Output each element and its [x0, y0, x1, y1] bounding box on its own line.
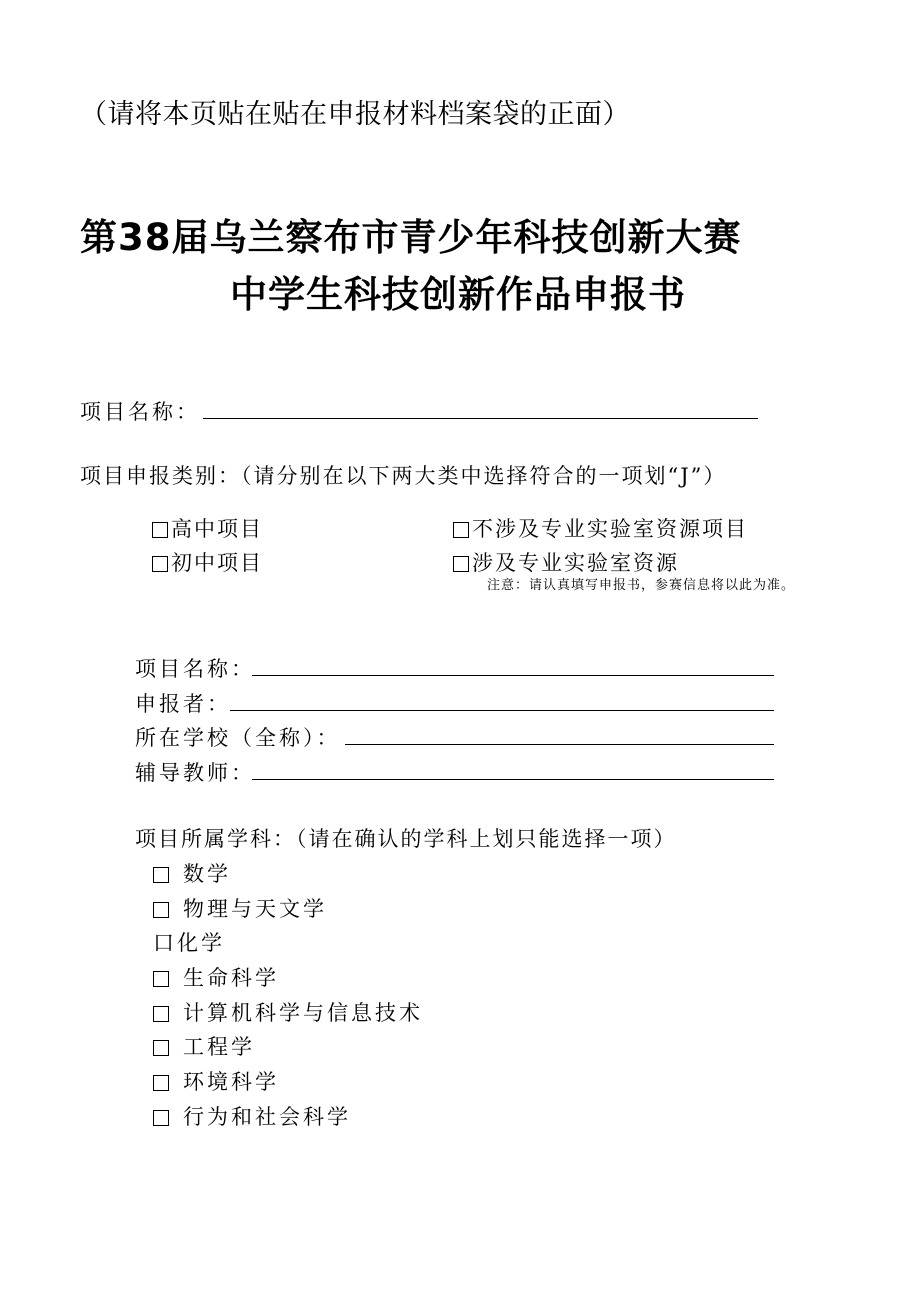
notice-text: 注意：请认真填写申报书，参赛信息将以此为准。 [487, 578, 796, 593]
subject-label: 项目所属学科：（请在确认的学科上划只能选择一项） [135, 827, 677, 851]
option-no-lab-label: 不涉及专业实验室资源项目 [472, 517, 748, 541]
page-title-line2: 中学生科技创新作品申报书 [230, 273, 686, 316]
subject-environment-label: 环境科学 [183, 1070, 279, 1094]
subject-math-label: 数学 [183, 862, 231, 886]
subject-physics[interactable] [153, 893, 327, 923]
project-name-line[interactable] [252, 675, 774, 676]
project-name-label-top: 项目名称： [80, 400, 200, 424]
checkbox-icon[interactable] [153, 902, 169, 918]
page-title-line1: 第38届乌兰察布市青少年科技创新大赛 [80, 216, 742, 259]
checkbox-icon[interactable] [153, 1006, 169, 1022]
header-note: （请将本页贴在贴在申报材料档案袋的正面） [80, 99, 630, 130]
option-high-school[interactable] [152, 513, 263, 543]
subject-life[interactable] [153, 962, 279, 992]
checkbox-icon[interactable] [153, 867, 169, 883]
checkbox-icon[interactable] [152, 556, 168, 572]
option-with-lab-label: 涉及专业实验室资源 [472, 551, 679, 575]
subject-engineering[interactable] [153, 1031, 255, 1061]
option-with-lab[interactable] [453, 547, 679, 577]
checkbox-icon[interactable] [153, 1040, 169, 1056]
option-no-lab[interactable] [453, 513, 748, 543]
subject-environment[interactable] [153, 1066, 279, 1096]
applicant-label: 申报者： [135, 692, 231, 716]
project-name-label: 项目名称： [135, 657, 255, 681]
subject-behavior-label: 行为和社会科学 [183, 1105, 351, 1129]
checkbox-icon[interactable] [453, 556, 469, 572]
option-high-school-label: 高中项目 [171, 517, 263, 541]
subject-engineering-label: 工程学 [183, 1035, 255, 1059]
category-label: 项目申报类别：（请分别在以下两大类中选择符合的一项划“J”） [80, 464, 727, 488]
subject-life-label: 生命科学 [183, 966, 279, 990]
option-junior-high[interactable] [152, 547, 263, 577]
checkbox-icon[interactable] [153, 1110, 169, 1126]
checkbox-icon[interactable] [453, 522, 469, 538]
subject-physics-label: 物理与天文学 [183, 897, 327, 921]
applicant-line[interactable] [230, 710, 774, 711]
subject-cs[interactable] [153, 997, 423, 1027]
checkbox-icon[interactable] [153, 1075, 169, 1091]
school-line[interactable] [345, 744, 774, 745]
subject-cs-label: 计算机科学与信息技术 [183, 1001, 423, 1025]
school-label: 所在学校（全称）： [135, 726, 341, 750]
subject-chemistry[interactable] [153, 927, 225, 957]
subject-chemistry-label: 口化学 [153, 931, 225, 955]
advisor-line[interactable] [252, 779, 774, 780]
project-name-line-top[interactable] [203, 418, 758, 419]
subject-behavior[interactable] [153, 1101, 351, 1131]
option-junior-high-label: 初中项目 [171, 551, 263, 575]
advisor-label: 辅导教师： [135, 761, 255, 785]
checkbox-icon[interactable] [153, 971, 169, 987]
checkbox-icon[interactable] [152, 522, 168, 538]
subject-math[interactable] [153, 858, 231, 888]
